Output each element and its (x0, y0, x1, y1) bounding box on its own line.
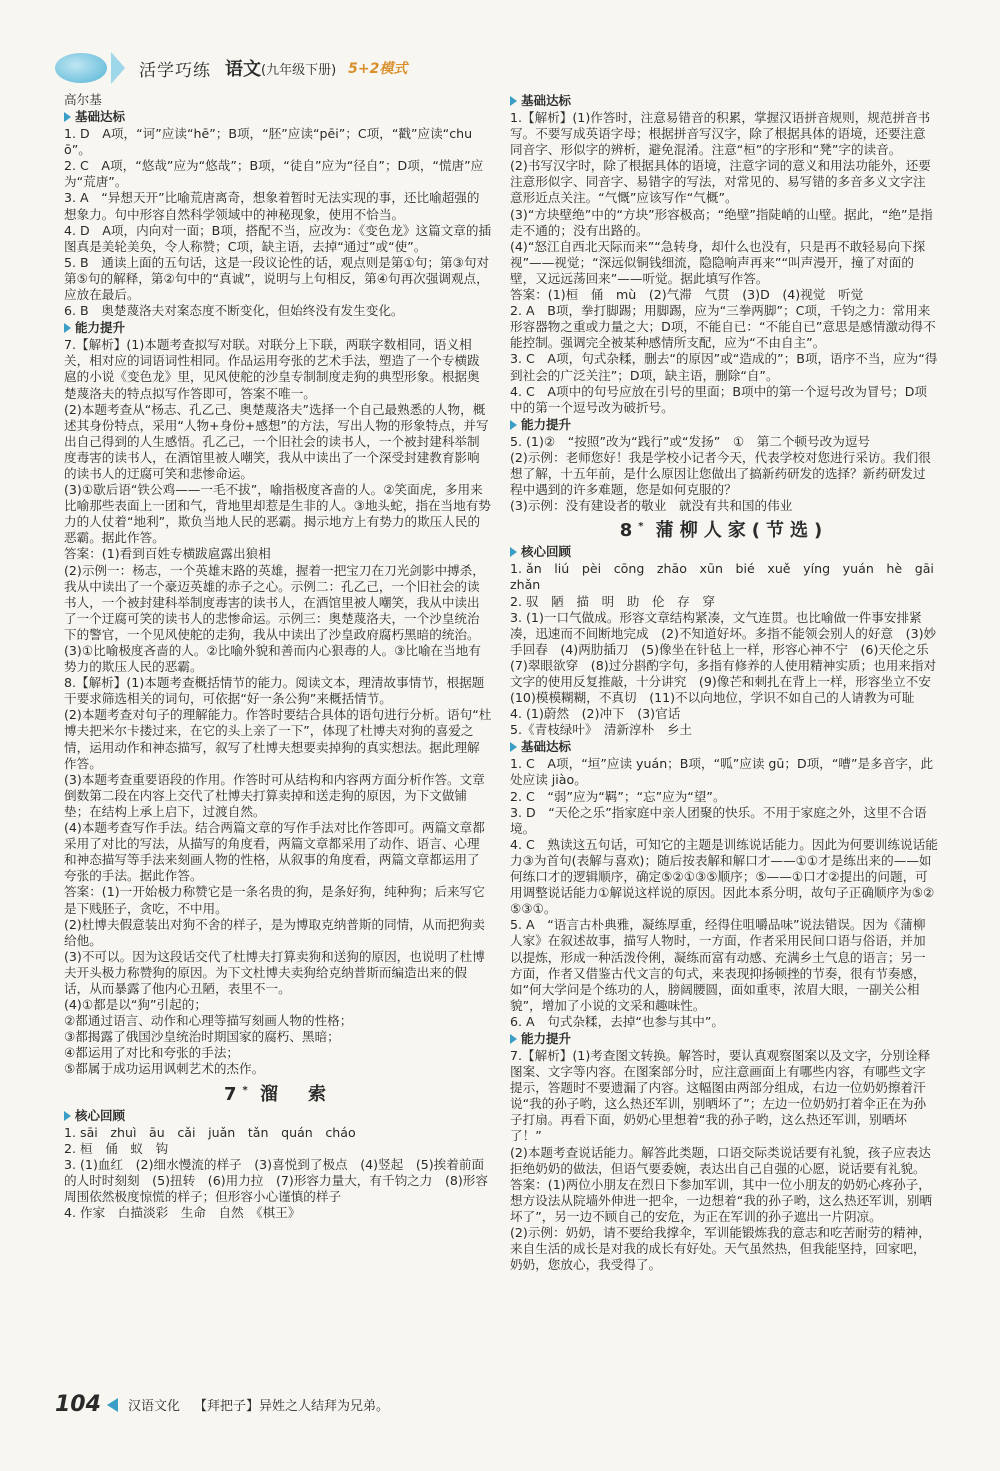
lesson-title-text: 溜 索 (260, 1083, 333, 1105)
answer-paragraph: 答案：(1)看到百姓专横跋扈露出狼相 (64, 546, 271, 562)
answer-paragraph: (4)本题考查写作手法。结合两篇文章的写作手法对比作答即可。两篇文章都采用了对比的写法，从描写的角度看，两篇文章都采用了动作、语言、心理和神态描写等手法来刻画人物的性格，从叙事的角度看，两篇文章都运用了夸张的手法。据此作答。 (64, 820, 485, 884)
answer-paragraph: (2)示例：老师您好！我是学校小记者今天，代表学校对您进行采访。我们很想了解，十五年前，是什么原因让您做出了搞新药研发的选择？新药研发过程中遇到的许多难题，您是如何克服的？ (510, 449, 931, 498)
answer-paragraph: (2)本题考查说话能力。解答此类题，口语交际类说话要有礼貌，孩子应表达拒绝奶奶的做法，但语气要委婉，表达出自己自强的心愿，说话要有礼貌。 (510, 1144, 931, 1176)
answer-paragraph: 答案：(1)一开始极力称赞它是一条名贵的狗，是条好狗，纯种狗；后来写它是下贱胚子，贪吃，不中用。 (64, 884, 485, 916)
section-heading-label: 能力提升 (521, 416, 572, 432)
answer-paragraph: 2. A B项，拳打脚踢；用脚踢，应为“三拳两脚”；C项，千钧之力：常用来形容器物之重或力量之大；D项，不能自已：“不能自已”意思是感情激动得不能控制。强调完全被某种感情所支配，应为“不由自主”。 (510, 303, 936, 351)
answer-paragraph: 3. A “异想天开”比喻荒唐离奇，想象着暂时无法实现的事，还比喻超强的想象力。句中形容自然科学领域中的神秘现象，使用不恰当。 (64, 190, 480, 222)
answer-paragraph: 5. B 通读上面的五句话，这是一段议论性的话，观点则是第①句；第③句对第⑤句的解释，第②句中的“真诚”，说明与上句相反，第④句再次强调观点，应放在最后。 (64, 254, 490, 303)
triangle-right-icon (510, 420, 517, 430)
triangle-right-icon (510, 1034, 517, 1044)
answer-paragraph: 4. D A项，内向对一面；B项，搭配不当，应改为：《变色龙》这篇文章的插图真是美轮美奂，令人称赞；C项，缺主语，去掉“通过”或“使”。 (64, 222, 492, 254)
answer-paragraph: 7.【解析】(1)考查图文转换。解答时，要认真观察图案以及文字，分别诠释图案、文字等内容。在图案部分时，应注意画面上有哪些内容，有哪些文字提示，答题时不要遗漏了内容。这幅图由两部分组成，右边一位奶奶擦着汗说“我的孙子哟，这么热还军训，别晒坏了”；左边一位奶奶打着伞正在为孙子打扇。再看下面，奶奶心里想着“我的孙子哟，这么热还军训，别晒坏了！” (510, 1047, 931, 1144)
page-number: 104 (55, 1392, 101, 1417)
answer-paragraph: 答案：(1)桓 俑 mù (2)气滞 气贯 (3)D (4)视觉 听觉 (510, 287, 864, 303)
answer-paragraph: (2)示例一：杨志，一个英雄末路的英雄，握着一把宝刀在刀光剑影中搏杀，我从中读出了一个豪迈英雄的赤子之心。示例二：孔乙己，一个旧社会的读书人，一个被封建科举制度毒害的读书人，在酒馆里被人嘲笑，我从中读出了一个迂腐可笑的读书人的悲惨命运。示例三：奥楚蔑洛夫，一个沙皇统治下的警官，一个见风使舵的走狗，我从中读出了沙皇政府腐朽黑暗的统治。 (64, 562, 485, 642)
answer-paragraph: (3)①歇后语“铁公鸡——一毛不拔”，喻指极度吝啬的人。②笑面虎，多用来比喻那些表面上一团和气，背地里却惹是生非的人。③地头蛇，指在当地有势力的人仗着“地利”，欺负当地人民的恶霸。揭示地方上有势力的欺压人民的恶霸。据此作答。 (64, 482, 491, 546)
answer-paragraph: 4. (1)蔚然 (2)冲下 (3)官话 (510, 706, 681, 722)
subject-title: 语文 (225, 59, 261, 80)
triangle-right-icon (64, 112, 71, 122)
answer-paragraph: 3. (1)血红 (2)细水慢流的样子 (3)喜悦到了极点 (4)竖起 (5)挨着前面的人时时刻刻 (5)扭转 (6)用力拉 (7)形容力量大，有千钧之力 (8)形容周围依然极度惊慌的样子；但形容小心谨慎的样子 (64, 1156, 488, 1204)
lesson-title (510, 519, 938, 542)
section-heading-label: 基础达标 (521, 93, 572, 108)
answer-paragraph: 1.【解析】(1)作答时，注意易错音的积累，掌握汉语拼音规则，规范拼音书写。不要写成英语字母；根据拼音写汉字，除了根据具体的语境，还要注意同音字、形似字的辨析，避免混淆。注意“桓”的字形和“凳”字的读音。 (510, 110, 931, 158)
answer-paragraph: (2)示例：奶奶，请不要给我撑伞，军训能锻炼我的意志和吃苦耐劳的精神，来自生活的成长是对我的成长有好处。天气虽然热，但我能坚持，回家吧，奶奶，您放心，我受得了。 (510, 1225, 931, 1273)
answer-paragraph: (3)①比喻极度吝啬的人。②比喻外貌和善而内心狠毒的人。③比喻在当地有势力的欺压人民的恶霸。 (64, 643, 481, 675)
answer-paragraph: 2. C A项，“悠哉”应为“悠哉”；B项，“徒自”应为“径自”；D项，“慌唐”应为“荒唐”。 (64, 158, 484, 190)
answer-paragraph: 3. (1)一口气做成。形容文章结构紧凑，文气连贯。也比喻做一件事安排紧凑，迅速而不间断地完成 (2)不知道好坏。多指不能领会别人的好意 (3)妙手回春 (4)两肋插刀 (5)像坐在针毡上一样，形容心神不宁 (6)天伦之乐 (7)翠眼欲穿 (8)过分斟酌字句，多指有修养的人使用精神实质；也用来指对文字的使用反复推敲，十分讲究 (9)像芒和刺扎在背上一样，形容坐立不安 (10)模模糊糊，不真切 (11)不以向地位，学识不如自己的人请教为可耻 (510, 609, 944, 706)
section-heading-label: 基础达标 (75, 109, 126, 125)
page-footer (55, 1392, 389, 1417)
answer-paragraph: 5. A “语言古朴典雅，凝练厚重，经得住咀嚼品味”说法错误。因为《蒲柳人家》在叙述故事，描写人物时，一方面，作者采用民间口语与俗语，并加以提炼，形成一种活泼伶俐，凝练而富有动感、充满乡土气息的语言；另一方面，作者又借鉴古代文言的句式，来表现抑扬顿挫的节奏，很有节奏感，如“何大学问是个练功的人，膀阔腰圆，面如重枣，浓眉大眼，一副关公相貌”，增加了小说的文采和趣味性。 (510, 917, 926, 1013)
answer-paragraph: (4)①都是以“狗”引起的； (64, 997, 207, 1013)
answer-paragraph: 3. C A项，句式杂糅，删去“的原因”或“造成的”；B项，语序不当，应为“得到社会的广泛关注”；D项，缺主语，删除“自”。 (510, 351, 938, 383)
left-column (64, 92, 492, 1221)
triangle-right-icon (510, 96, 517, 106)
answer-paragraph: 答案：(1)两位小朋友在烈日下参加军训，其中一位小朋友的奶奶心疼孙子，想方设法从院墙外伸进一把伞，一边想着“我的孙子哟，这么热还军训，别晒坏了”，另一边不顾自己的安危，为正在军训的孙子遮出一片阴凉。 (510, 1176, 933, 1224)
answer-paragraph: 4. C A项中的句号应放在引号的里面；B项中的第一个逗号改为冒号；D项中的第一个逗号改为破折号。 (510, 383, 927, 415)
answer-paragraph: 4. 作家 白描淡彩 生命 自然 《棋王》 (64, 1205, 301, 1221)
section-heading (64, 109, 492, 125)
lesson-star: * (638, 521, 644, 533)
answer-paragraph: (3)不可以。因为这段话交代了杜博夫打算卖狗和送狗的原因，也说明了杜博夫开头极力称赞狗的原因。为下文杜博夫卖狗给克纳普斯而编造出来的假话，从而暴露了他内心丑陋，表里不一。 (64, 948, 485, 996)
answer-paragraph: 4. C 熟读这五句话，可知它的主题是训练说话能力。因此为何要训练说话能力③为首句(表解与喜欢)；随后按表解和解口才——①①才是练出来的——如何练口才的逻辑顺序，确定⑤②①③⑤顺序；⑤——①口才②提出的问题，可用调整说话能力①解说这样说的原因。因此本系分明，故句子正确顺序为⑤②⑤③①。 (510, 836, 938, 917)
section-heading (510, 93, 938, 109)
answer-paragraph: (3)“方块壁绝”中的“方块”形容极高；“绝壁”指陡峭的山壁。据此，“绝”是指走不通的；没有出路的。 (510, 206, 933, 238)
section-heading-label: 核心回顾 (75, 1107, 126, 1123)
section-heading (510, 739, 938, 755)
triangle-right-icon (510, 742, 517, 752)
triangle-right-icon (510, 547, 517, 557)
answer-paragraph: (2)书写汉字时，除了根据具体的语境，注意字词的意义和用法功能外，还要注意形似字、同音字、易错字的写法，对常见的、易写错的多音多义文字注意形近点关注。“气慨”应该写作“气概”。 (510, 158, 931, 206)
footer-label: 汉语文化 (127, 1399, 180, 1414)
answer-paragraph: 5. (1)② “按照”改为“践行”或“发扬” ① 第二个顿号改为逗号 (510, 433, 871, 449)
grade-label: (九年级下册) (261, 62, 337, 78)
answer-paragraph: (2)本题考查从“杨志、孔乙己、奥楚蔑洛夫”选择一个自己最熟悉的人物，概述其身份特点，采用“人物+身份+感想”的方法，写出人物的形象特点，并写出自己得到的人生感悟。孔乙己，一个旧社会的读书人，一个被封建科举制度毒害的读书人，在酒馆里被人嘲笑，我从中读出了一个深受封建教育影响的读书人的迂腐可笑和悲惨命运。 (64, 401, 489, 481)
answer-paragraph: (4)“怒江自西北天际而来”“急转身，却什么也没有，只是再不敢轻易向下探视”——视觉；“深远似铜钱细流，隐隐响声再来”“叫声漫开，撞了对面的壁，又远远荡回来”——听觉。据此填写作答。 (510, 238, 926, 286)
answer-paragraph: 1. sāi zhuì āu cǎi juǎn tǎn quán cháo (64, 1124, 356, 1140)
answer-paragraph: 3. D “天伦之乐”指家庭中亲人团聚的快乐。不用于家庭之外，这里不合语境。 (510, 804, 927, 836)
section-heading (510, 544, 938, 560)
section-heading (64, 1108, 492, 1124)
answer-paragraph: (2)本题考查对句子的理解能力。作答时要结合具体的语句进行分析。语句“杜博夫把米尔卡搂过来，在它的头上亲了一下”，体现了杜博夫对狗的喜爱之情，运用动作和神态描写，叙写了杜博夫想要卖掉狗的真实想法。据此理解作答。 (64, 707, 492, 771)
answer-paragraph: (3)示例：没有建设者的敬业 就没有共和国的伟业 (510, 498, 793, 514)
answer-paragraph: 2. C “弱”应为“羁”；“忘”应为“望”。 (510, 788, 726, 804)
answer-paragraph: ④都运用了对比和夸张的手法； (64, 1045, 240, 1061)
section-heading-label: 基础达标 (521, 739, 572, 755)
answer-paragraph: 6. A 句式杂糅，去掉“也参与其中”。 (510, 1013, 724, 1029)
arrow-right-icon (111, 52, 125, 84)
triangle-right-icon (64, 1111, 71, 1121)
section-heading-label: 能力提升 (521, 1030, 572, 1046)
lesson-title-text: 蒲柳人家(节选) (655, 520, 829, 542)
section-heading (510, 417, 938, 433)
footer-quote: 【拜把子】异姓之人结拜为兄弟。 (193, 1399, 389, 1414)
answer-paragraph: (3)本题考查重要语段的作用。作答时可从结构和内容两方面分析作答。文章倒数第二段在内容上交代了杜博夫打算卖掉和送走狗的原因，为下文做铺垫；在结构上承上启下，过渡自然。 (64, 771, 485, 819)
answer-paragraph: 高尔基 (64, 92, 102, 107)
section-heading (64, 320, 492, 336)
answer-paragraph: ⑤都属于成功运用讽刺艺术的杰作。 (64, 1061, 265, 1077)
page-header (55, 48, 935, 88)
answer-paragraph: 1. D A项，“诃”应读“hē”；B项，“胚”应读“pēi”；C项，“戳”应读“chuō”。 (64, 126, 473, 158)
answer-paragraph: ②都通过语言、动作和心理等描写刻画人物的性格； (64, 1013, 353, 1029)
lesson-number: 8 (619, 520, 639, 542)
answer-paragraph: 5.《青枝绿叶》 清新淳朴 乡土 (510, 722, 693, 738)
triangle-right-icon (64, 323, 71, 333)
answer-paragraph: (2)杜博夫假意装出对狗不舍的样子，是为博取克纳普斯的同情，从而把狗卖给他。 (64, 916, 485, 948)
mode-label: 5+2模式 (348, 61, 408, 77)
section-heading (510, 1031, 938, 1047)
answer-paragraph: 2. 桓 俑 蚁 钩 (64, 1140, 169, 1156)
answer-paragraph: ③都揭露了俄国沙皇统治时期国家的腐朽、黑暗； (64, 1029, 340, 1045)
section-heading-label: 能力提升 (75, 320, 126, 336)
answer-paragraph: 1. ǎn liú pèi cōng zhāo xūn bié xuě yíng yuán hè gāi zhǎn (510, 561, 947, 593)
triangle-left-icon (107, 1398, 118, 1412)
section-heading-label: 核心回顾 (521, 544, 572, 560)
answer-paragraph: 8.【解析】(1)本题考查概括情节的能力。阅读文本，理清故事情节，根据题干要求筛选相关的词句，可依据“好一条公狗”来概括情节。 (64, 675, 485, 707)
answer-paragraph: 6. B 奥楚蔑洛夫对案态度不断变化，但始终没有发生变化。 (64, 303, 404, 319)
answer-paragraph: 7.【解析】(1)本题考查拟写对联。对联分上下联，两联字数相同，语义相关，相对应的词语词性相同。作品运用夸张的艺术手法，塑造了一个专横跋扈的小说《变色龙》里，见风使舵的沙皇专制制度走狗的典型形象。根据奥楚蔑洛夫的特点拟写作答即可，答案不唯一。 (64, 337, 480, 401)
lesson-star: * (242, 1084, 248, 1096)
book-logo-icon (55, 53, 107, 83)
answer-paragraph: 2. 驭 陋 描 明 助 伦 存 穿 (510, 593, 715, 609)
answer-paragraph: 1. C A项，“垣”应读 yuán；B项，“呱”应读 gū；D项，“嘈”是多音字，此处应读 jiào。 (510, 756, 934, 788)
right-column (510, 92, 947, 1273)
lesson-title (64, 1083, 492, 1103)
book-title: 活学巧练 (139, 60, 211, 81)
lesson-number: 7 (223, 1083, 243, 1105)
